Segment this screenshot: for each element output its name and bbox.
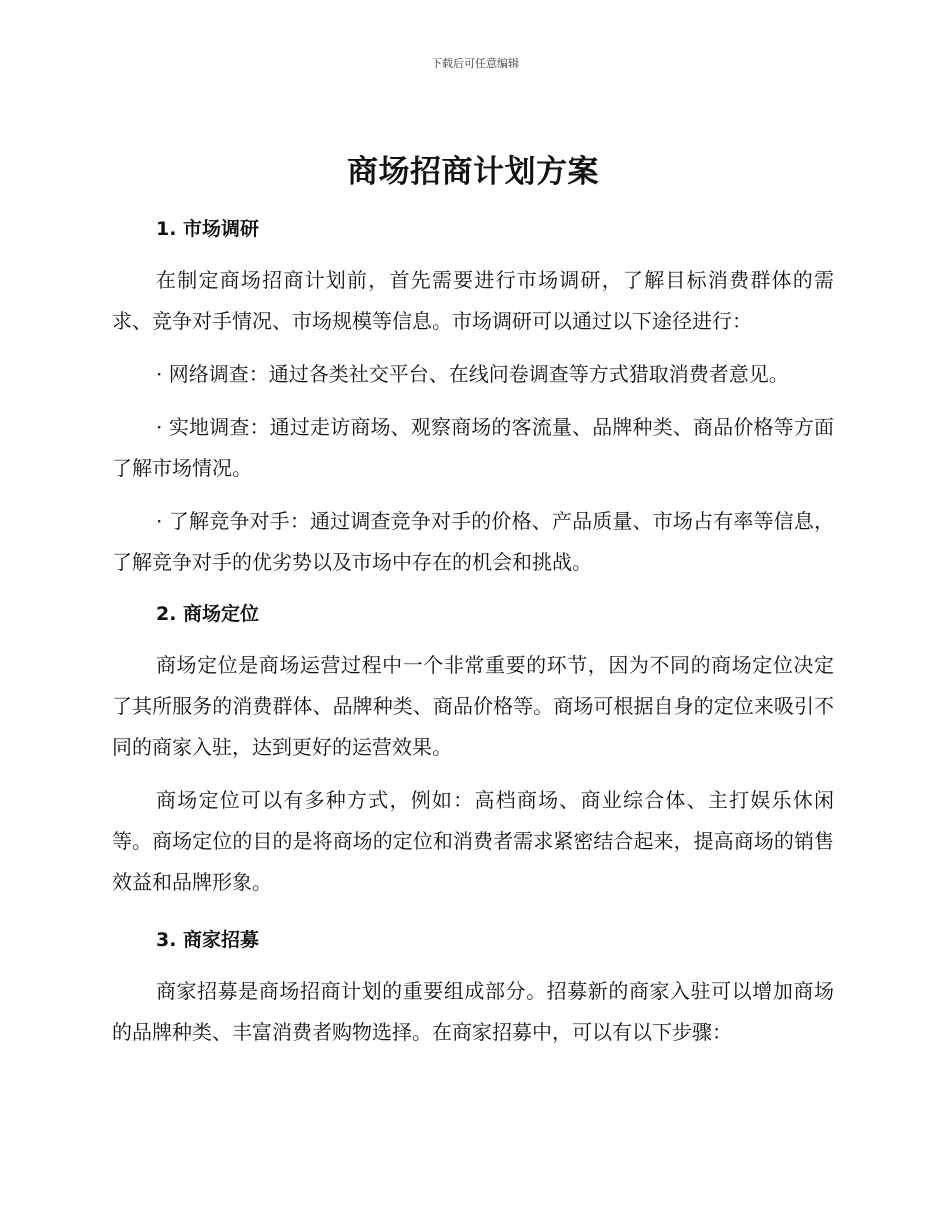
section-heading: 1. 市场调研: [156, 218, 260, 240]
section-mall-positioning: [112, 597, 834, 903]
page-header-note: 下载后可任意编辑: [431, 57, 519, 70]
document-title: 商场招商计划方案: [347, 154, 599, 190]
bullet-paragraph: · 了解竞争对手：通过调查竞争对手的价格、产品质量、市场占有率等信息，了解竞争对手的优劣势以及市场中存在的机会和挑战。: [112, 509, 834, 574]
section-market-research: [112, 212, 834, 583]
section-merchant-recruitment: [112, 923, 834, 1053]
paragraph: 商场定位可以有多种方式，例如：高档商场、商业综合体、主打娱乐休闲等。商场定位的目的是将商场的定位和消费者需求紧密结合起来，提高商场的销售效益和品牌形象。: [112, 788, 834, 894]
document-body: [112, 146, 834, 1065]
section-heading: 3. 商家招募: [156, 929, 260, 951]
paragraph: 商家招募是商场招商计划的重要组成部分。招募新的商家入驻可以增加商场的品牌种类、丰富消费者购物选择。在商家招募中，可以有以下步骤：: [112, 979, 834, 1044]
bullet-paragraph: · 网络调查：通过各类社交平台、在线问卷调查等方式猎取消费者意见。: [156, 362, 789, 386]
paragraph: 在制定商场招商计划前，首先需要进行市场调研，了解目标消费群体的需求、竞争对手情况、市场规模等信息。市场调研可以通过以下途径进行：: [112, 268, 834, 333]
bullet-paragraph: · 实地调查：通过走访商场、观察商场的客流量、品牌种类、商品价格等方面了解市场情况。: [112, 415, 834, 480]
paragraph: 商场定位是商场运营过程中一个非常重要的环节，因为不同的商场定位决定了其所服务的消费群体、品牌种类、商品价格等。商场可根据自身的定位来吸引不同的商家入驻，达到更好的运营效果。: [112, 653, 834, 759]
section-heading: 2. 商场定位: [156, 603, 260, 625]
